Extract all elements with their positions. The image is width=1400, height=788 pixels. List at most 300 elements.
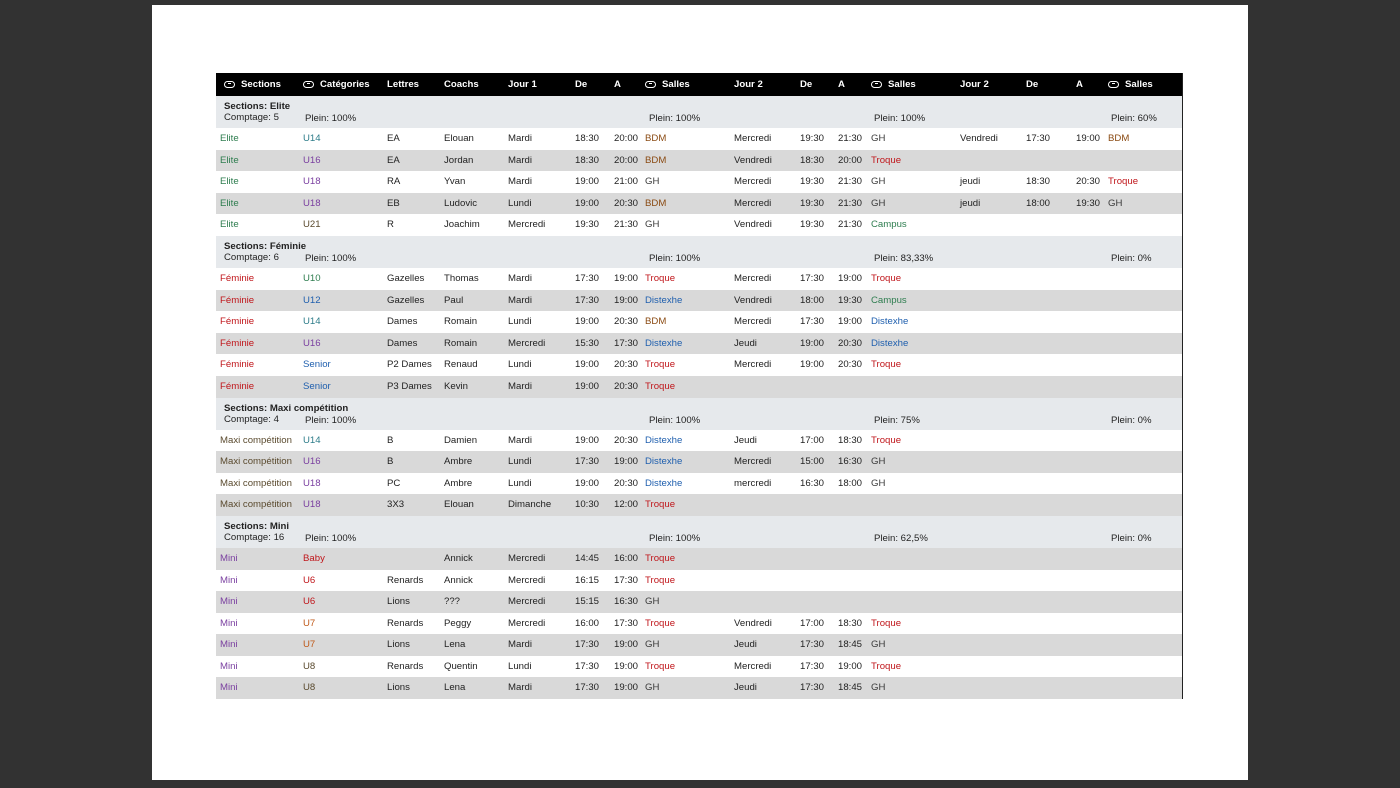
cell-sections: Mini: [220, 596, 238, 608]
group-plein: Plein: 100%: [649, 532, 701, 544]
cell-jour2: Mercredi: [734, 456, 772, 468]
cell-a2: 18:30: [838, 617, 863, 629]
cell-a1: 17:30: [614, 574, 639, 586]
cell-lettres: PC: [387, 477, 401, 489]
cell-jour2: Mercredi: [734, 316, 772, 328]
cell-a1: 20:00: [614, 133, 639, 144]
header-jour3: [960, 73, 989, 96]
cell-jour2: Mercredi: [734, 660, 772, 672]
cell-de1: 17:30: [575, 660, 600, 672]
cell-de1: 19:00: [575, 434, 600, 446]
cell-sections: Maxi compétition: [220, 434, 292, 446]
table-row[interactable]: [216, 268, 1182, 290]
cell-de1: 17:30: [575, 272, 600, 284]
cell-a1: 20:30: [614, 359, 639, 371]
cell-a1: 16:30: [614, 596, 639, 608]
header-a2: [838, 73, 845, 96]
cell-de1: 17:30: [575, 294, 600, 306]
cell-a1: 20:30: [614, 316, 639, 328]
cell-salles3: GH: [1108, 197, 1123, 209]
cell-sections: Féminie: [220, 316, 255, 328]
cell-jour2: Jeudi: [734, 434, 757, 446]
cell-a1: 17:30: [614, 337, 639, 349]
cell-jour3: jeudi: [960, 197, 981, 209]
cell-de2: 17:30: [800, 272, 825, 284]
cell-salles2: GH: [871, 639, 886, 651]
cell-coachs: Ambre: [444, 477, 473, 489]
cell-jour1: Lundi: [508, 660, 532, 672]
cell-coachs: Romain: [444, 337, 478, 349]
header-de3: [1026, 73, 1038, 96]
table-row[interactable]: [216, 548, 1182, 570]
cell-salles2: Campus: [871, 294, 907, 306]
table-row[interactable]: [216, 613, 1182, 635]
cell-lettres: RA: [387, 176, 401, 188]
cell-coachs: Romain: [444, 316, 478, 328]
cell-de1: 17:30: [575, 456, 600, 468]
cell-a1: 16:00: [614, 552, 639, 564]
group-header: [216, 236, 1182, 268]
header-label: Sections: [241, 79, 281, 90]
header-jour1: [508, 73, 537, 96]
cell-sections: Maxi compétition: [220, 477, 292, 489]
cell-salles1: GH: [645, 639, 660, 651]
cell-de2: 19:00: [800, 337, 825, 349]
group-plein: Plein: 100%: [305, 113, 357, 124]
header-label: Catégories: [320, 79, 370, 90]
header-de1: [575, 73, 587, 96]
cell-coachs: Jordan: [444, 154, 474, 166]
cell-jour2: Vendredi: [734, 294, 772, 306]
group-title: Sections: Elite: [224, 101, 291, 112]
cell-de2: 17:00: [800, 434, 825, 446]
header-a1: [614, 73, 621, 96]
cell-lettres: Lions: [387, 682, 410, 694]
cell-categories: U7: [303, 617, 316, 629]
cell-a3: 19:30: [1076, 197, 1101, 209]
cell-jour1: Mardi: [508, 154, 532, 166]
group-count: Comptage: 16: [224, 531, 285, 543]
cell-salles1: Troque: [645, 552, 676, 564]
cell-a1: 20:30: [614, 477, 639, 489]
cell-sections: Elite: [220, 133, 239, 144]
cell-lettres: R: [387, 219, 394, 231]
cell-coachs: Peggy: [444, 617, 472, 629]
cell-salles1: BDM: [645, 197, 667, 209]
header-label: Salles: [1125, 79, 1153, 90]
header-jour2: [734, 73, 763, 96]
cell-salles2: Troque: [871, 359, 902, 371]
cell-lettres: Renards: [387, 574, 424, 586]
table-row[interactable]: [216, 570, 1182, 592]
cell-de2: 19:30: [800, 219, 825, 231]
table-row[interactable]: [216, 430, 1182, 452]
cell-coachs: Annick: [444, 552, 473, 564]
cell-de1: 15:15: [575, 596, 600, 608]
cell-salles2: Campus: [871, 219, 907, 231]
cell-jour1: Lundi: [508, 359, 532, 371]
header-salles1[interactable]: [645, 73, 690, 96]
cell-salles2: GH: [871, 133, 886, 144]
cell-jour1: Mardi: [508, 176, 532, 188]
header-lettres: [387, 73, 419, 96]
cell-sections: Elite: [220, 154, 239, 166]
group-plein: Plein: 100%: [874, 113, 926, 124]
cell-salles1: Distexhe: [645, 434, 683, 446]
cell-jour2: Mercredi: [734, 272, 772, 284]
cell-de1: 18:30: [575, 133, 600, 144]
cell-a2: 19:00: [838, 316, 863, 328]
cell-salles2: Troque: [871, 272, 902, 284]
cell-de1: 19:30: [575, 219, 600, 231]
cell-coachs: Quentin: [444, 660, 478, 672]
header-coachs: [444, 73, 479, 96]
cell-de1: 17:30: [575, 682, 600, 694]
cell-a2: 16:30: [838, 456, 863, 468]
cell-de1: 15:30: [575, 337, 600, 349]
group-count: Comptage: 4: [224, 413, 279, 425]
header-label: A: [838, 79, 845, 90]
cell-jour2: Mercredi: [734, 176, 772, 188]
group-plein: Plein: 0%: [1111, 532, 1152, 544]
cell-lettres: Gazelles: [387, 272, 425, 284]
cell-de1: 19:00: [575, 316, 600, 328]
cell-de1: 19:00: [575, 359, 600, 371]
cell-jour2: Mercredi: [734, 133, 772, 144]
cell-categories: U14: [303, 133, 321, 144]
cell-categories: U7: [303, 639, 316, 651]
group-title: Sections: Féminie: [224, 240, 307, 252]
cell-lettres: Dames: [387, 337, 418, 349]
cell-a2: 18:45: [838, 682, 863, 694]
sort-toggle-icon[interactable]: [224, 81, 235, 88]
cell-sections: Elite: [220, 197, 239, 209]
group-title: Sections: Mini: [224, 520, 290, 532]
cell-jour2: Jeudi: [734, 682, 757, 694]
table-row[interactable]: [216, 473, 1182, 495]
cell-a2: 18:45: [838, 639, 863, 651]
cell-lettres: P3 Dames: [387, 380, 432, 392]
cell-categories: U6: [303, 596, 316, 608]
cell-de1: 17:30: [575, 639, 600, 651]
cell-a2: 21:30: [838, 176, 863, 188]
group-count: Comptage: 6: [224, 251, 279, 263]
cell-jour2: Vendredi: [734, 219, 772, 231]
cell-jour1: Lundi: [508, 456, 532, 468]
cell-salles1: Distexhe: [645, 294, 683, 306]
cell-jour2: Jeudi: [734, 639, 757, 651]
group-plein: Plein: 100%: [305, 532, 357, 544]
cell-de2: 17:30: [800, 660, 825, 672]
cell-jour2: mercredi: [734, 477, 772, 489]
table-row[interactable]: [216, 677, 1182, 699]
sort-toggle-icon[interactable]: [871, 81, 882, 88]
cell-sections: Maxi compétition: [220, 499, 292, 511]
cell-jour2: Mercredi: [734, 359, 772, 371]
cell-jour1: Lundi: [508, 316, 532, 328]
cell-de3: 18:00: [1026, 197, 1051, 209]
cell-de1: 16:15: [575, 574, 600, 586]
cell-coachs: Ludovic: [444, 197, 478, 209]
document-page: [152, 5, 1248, 780]
cell-a1: 19:00: [614, 294, 639, 306]
cell-a1: 12:00: [614, 499, 639, 511]
cell-lettres: Renards: [387, 660, 424, 672]
table-row[interactable]: [216, 214, 1182, 236]
cell-de3: 17:30: [1026, 133, 1051, 144]
cell-sections: Féminie: [220, 359, 255, 371]
cell-salles1: BDM: [645, 133, 667, 144]
group-plein: Plein: 0%: [1111, 252, 1152, 264]
table-row[interactable]: [216, 656, 1182, 678]
group-header: [216, 398, 1182, 430]
cell-lettres: EB: [387, 197, 400, 209]
group-plein: Plein: 75%: [874, 414, 920, 426]
cell-a3: 20:30: [1076, 176, 1101, 188]
cell-lettres: P2 Dames: [387, 359, 432, 371]
cell-a1: 19:00: [614, 456, 639, 468]
header-label: De: [1026, 79, 1039, 90]
cell-a1: 19:00: [614, 660, 639, 672]
cell-salles2: Troque: [871, 617, 902, 629]
cell-jour1: Lundi: [508, 197, 532, 209]
cell-a1: 19:00: [614, 639, 639, 651]
cell-categories: U16: [303, 337, 321, 349]
cell-sections: Féminie: [220, 380, 255, 392]
cell-de1: 16:00: [575, 617, 600, 629]
cell-sections: Féminie: [220, 337, 255, 349]
cell-de2: 17:30: [800, 316, 825, 328]
cell-lettres: Lions: [387, 596, 410, 608]
header-label: Jour 2: [734, 79, 763, 90]
cell-salles2: Distexhe: [871, 337, 909, 349]
cell-salles2: GH: [871, 456, 886, 468]
group-header: [216, 96, 1182, 128]
cell-jour1: Mercredi: [508, 337, 546, 349]
cell-salles1: Troque: [645, 272, 676, 284]
cell-sections: Mini: [220, 682, 238, 694]
cell-sections: Mini: [220, 660, 238, 672]
cell-coachs: Ambre: [444, 456, 473, 468]
table-row[interactable]: [216, 634, 1182, 656]
cell-categories: U18: [303, 477, 321, 489]
cell-coachs: Yvan: [444, 176, 466, 188]
cell-a2: 18:30: [838, 434, 863, 446]
cell-lettres: Gazelles: [387, 294, 425, 306]
cell-de1: 14:45: [575, 552, 600, 564]
table-row[interactable]: [216, 333, 1182, 355]
cell-lettres: Lions: [387, 639, 410, 651]
cell-jour1: Mardi: [508, 133, 532, 144]
cell-salles1: Troque: [645, 380, 676, 392]
cell-a2: 19:30: [838, 294, 863, 306]
cell-jour1: Mercredi: [508, 574, 546, 586]
cell-jour1: Dimanche: [508, 499, 552, 511]
cell-jour2: Jeudi: [734, 337, 757, 349]
cell-salles1: Troque: [645, 499, 676, 511]
cell-de1: 19:00: [575, 380, 600, 392]
cell-de1: 19:00: [575, 197, 600, 209]
cell-categories: U14: [303, 434, 321, 446]
cell-lettres: Renards: [387, 617, 424, 629]
header-salles3[interactable]: [1108, 73, 1153, 96]
group-title: Sections: Maxi compétition: [224, 402, 349, 414]
header-salles2[interactable]: [871, 73, 916, 96]
group-plein: Plein: 100%: [649, 414, 701, 426]
group-plein: Plein: 100%: [649, 113, 701, 124]
cell-de2: 17:30: [800, 639, 825, 651]
group-plein: Plein: 100%: [649, 252, 701, 264]
cell-salles1: Distexhe: [645, 456, 683, 468]
cell-categories: Baby: [303, 552, 325, 564]
cell-a1: 20:30: [614, 380, 639, 392]
header-label: Lettres: [387, 79, 419, 90]
header-de2: [800, 73, 812, 96]
header-label: Coachs: [444, 79, 479, 90]
group-plein: Plein: 83,33%: [874, 252, 934, 264]
cell-de2: 17:00: [800, 617, 825, 629]
sort-toggle-icon[interactable]: [1108, 81, 1119, 88]
cell-categories: U16: [303, 154, 321, 166]
group-plein: Plein: 100%: [305, 252, 357, 264]
cell-lettres: B: [387, 456, 394, 468]
cell-jour1: Mardi: [508, 682, 532, 694]
cell-coachs: Lena: [444, 639, 466, 651]
cell-jour1: Lundi: [508, 477, 532, 489]
cell-jour1: Mercredi: [508, 552, 546, 564]
cell-a1: 20:30: [614, 197, 639, 209]
cell-a2: 21:30: [838, 219, 863, 231]
cell-jour2: Vendredi: [734, 617, 772, 629]
cell-de2: 18:00: [800, 294, 825, 306]
cell-de2: 15:00: [800, 456, 825, 468]
cell-categories: U14: [303, 316, 321, 328]
table-row[interactable]: [216, 171, 1182, 193]
table-header: [216, 73, 1182, 96]
cell-jour2: Mercredi: [734, 197, 772, 209]
cell-coachs: Kevin: [444, 380, 468, 392]
cell-lettres: 3X3: [387, 499, 405, 511]
cell-de3: 18:30: [1026, 176, 1051, 188]
cell-categories: U8: [303, 660, 316, 672]
cell-a1: 21:00: [614, 176, 639, 188]
cell-salles1: GH: [645, 682, 660, 694]
group-plein: Plein: 0%: [1111, 414, 1152, 426]
cell-salles1: Distexhe: [645, 337, 683, 349]
cell-categories: U16: [303, 456, 321, 468]
group-plein: Plein: 60%: [1111, 113, 1157, 124]
header-sections[interactable]: [224, 73, 281, 96]
cell-salles2: GH: [871, 477, 886, 489]
cell-jour3: Vendredi: [960, 133, 998, 144]
header-label: A: [1076, 79, 1083, 90]
cell-jour3: jeudi: [960, 176, 981, 188]
header-label: Jour 1: [508, 79, 537, 90]
cell-jour1: Mardi: [508, 380, 532, 392]
cell-a2: 21:30: [838, 133, 863, 144]
cell-de2: 19:30: [800, 133, 825, 144]
cell-categories: U10: [303, 272, 321, 284]
cell-coachs: Annick: [444, 574, 473, 586]
table-row[interactable]: [216, 128, 1182, 150]
cell-de2: 16:30: [800, 477, 825, 489]
table-row[interactable]: [216, 290, 1182, 312]
cell-salles1: GH: [645, 176, 660, 188]
table-row[interactable]: [216, 494, 1182, 516]
group-plein: Plein: 62,5%: [874, 532, 928, 544]
cell-lettres: EA: [387, 154, 400, 166]
table-row[interactable]: [216, 193, 1182, 215]
header-label: Salles: [662, 79, 690, 90]
sort-toggle-icon[interactable]: [303, 81, 314, 88]
header-categories[interactable]: [303, 73, 370, 96]
cell-salles1: BDM: [645, 316, 667, 328]
cell-salles2: GH: [871, 176, 886, 188]
header-label: Salles: [888, 79, 916, 90]
group-header: [216, 516, 1182, 548]
cell-jour1: Mercredi: [508, 617, 546, 629]
cell-de1: 19:00: [575, 477, 600, 489]
cell-de1: 10:30: [575, 499, 600, 511]
cell-sections: Mini: [220, 574, 238, 586]
cell-a3: 19:00: [1076, 133, 1101, 144]
sort-toggle-icon[interactable]: [645, 81, 656, 88]
cell-salles2: Troque: [871, 660, 902, 672]
cell-a2: 20:30: [838, 337, 863, 349]
cell-sections: Mini: [220, 639, 238, 651]
cell-sections: Mini: [220, 617, 238, 629]
cell-a1: 20:00: [614, 154, 639, 166]
cell-a2: 20:30: [838, 359, 863, 371]
cell-de1: 18:30: [575, 154, 600, 166]
table-row[interactable]: [216, 451, 1182, 473]
cell-a2: 19:00: [838, 272, 863, 284]
cell-sections: Maxi compétition: [220, 456, 292, 468]
cell-categories: U6: [303, 574, 316, 586]
cell-coachs: Lena: [444, 682, 466, 694]
cell-categories: U12: [303, 294, 321, 306]
cell-a2: 19:00: [838, 660, 863, 672]
table-row[interactable]: [216, 354, 1182, 376]
cell-sections: Féminie: [220, 272, 255, 284]
cell-a1: 19:00: [614, 272, 639, 284]
cell-sections: Elite: [220, 219, 239, 231]
cell-categories: U18: [303, 197, 321, 209]
cell-salles2: Troque: [871, 154, 902, 166]
cell-a1: 17:30: [614, 617, 639, 629]
table-row[interactable]: [216, 376, 1182, 398]
cell-categories: Senior: [303, 380, 331, 392]
table-row[interactable]: [216, 591, 1182, 613]
cell-salles1: GH: [645, 596, 660, 608]
cell-salles2: Distexhe: [871, 316, 909, 328]
cell-de1: 19:00: [575, 176, 600, 188]
cell-lettres: Dames: [387, 316, 418, 328]
cell-sections: Elite: [220, 176, 239, 188]
schedule-table: [216, 73, 1183, 699]
table-row[interactable]: [216, 311, 1182, 333]
cell-salles1: BDM: [645, 154, 667, 166]
cell-coachs: Damien: [444, 434, 478, 446]
cell-salles1: Troque: [645, 359, 676, 371]
header-a3: [1076, 73, 1083, 96]
cell-salles1: Troque: [645, 617, 676, 629]
cell-a2: 20:00: [838, 154, 863, 166]
cell-categories: U8: [303, 682, 316, 694]
cell-salles1: GH: [645, 219, 660, 231]
table-row[interactable]: [216, 150, 1182, 172]
cell-coachs: Paul: [444, 294, 464, 306]
